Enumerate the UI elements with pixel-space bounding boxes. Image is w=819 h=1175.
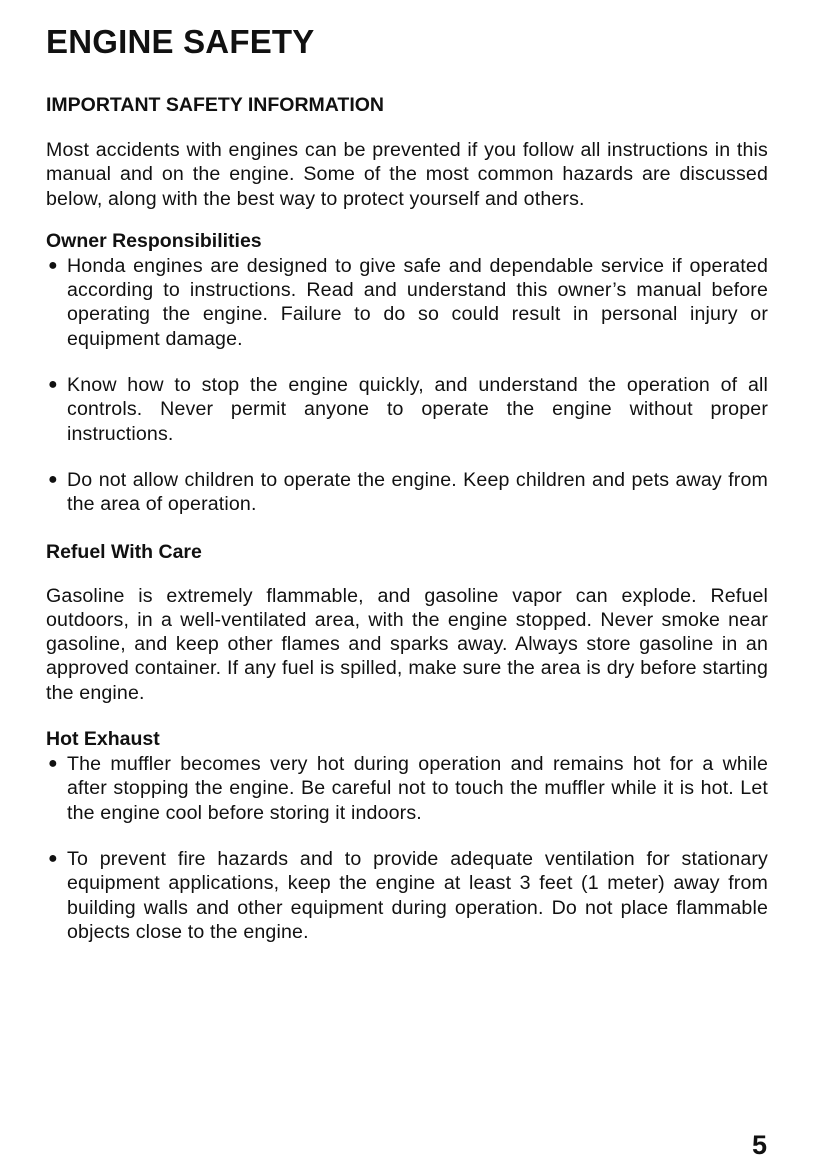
- list-item-text: Know how to stop the engine quickly, and understand the operation of all controls. Never permit anyone to operate the engine without proper instructions.: [67, 374, 768, 445]
- manual-page: [46, 22, 768, 944]
- bullet-icon: ●: [48, 470, 58, 488]
- bullet-icon: ●: [48, 256, 58, 274]
- list-item: [46, 847, 768, 944]
- bullet-icon: ●: [48, 849, 58, 867]
- owner-responsibilities-heading: Owner Responsibilities: [46, 229, 262, 252]
- owner-responsibilities-list: [46, 254, 768, 517]
- list-item-text: To prevent fire hazards and to provide adequate ventilation for stationary equipment applications, keep the engine at least 3 feet (1 meter) away from building walls and other equipment during operation. Do not place flammable objects close to the engine.: [67, 847, 768, 943]
- hot-exhaust-heading: Hot Exhaust: [46, 728, 160, 751]
- list-item-text: The muffler becomes very hot during operation and remains hot for a while after stopping the engine. Be careful not to touch the muffler while it is hot. Let the engine cool before storing it indoors.: [67, 753, 768, 824]
- list-item-text: Honda engines are designed to give safe and dependable service if operated according to instructions. Read and understand this owner’s manual before operating the engine. Failure to do so could result in personal injury or equipment damage.: [67, 254, 768, 350]
- list-item-text: Do not allow children to operate the engine. Keep children and pets away from the area of operation.: [67, 468, 768, 516]
- page-title: ENGINE SAFETY: [46, 23, 315, 60]
- page-number: 5: [751, 1130, 767, 1160]
- intro-paragraph: Most accidents with engines can be prevented if you follow all instructions in this manual and on the engine. Some of the most common hazards are discussed below, along with the best way to protect yourself and others.: [46, 139, 768, 210]
- section-subtitle: IMPORTANT SAFETY INFORMATION: [46, 94, 384, 116]
- hot-exhaust-list: [46, 752, 768, 944]
- bullet-icon: ●: [48, 376, 58, 394]
- list-item: [46, 752, 768, 825]
- list-item: [46, 373, 768, 446]
- list-item: [46, 468, 768, 517]
- bullet-icon: ●: [48, 755, 58, 773]
- list-item: [46, 254, 768, 351]
- refuel-paragraph: Gasoline is extremely flammable, and gasoline vapor can explode. Refuel outdoors, in a well-ventilated area, with the engine stopped. Never smoke near gasoline, and keep other flames and sparks away. Always store gasoline in an approved container. If any fuel is spilled, make sure the area is dry before starting the engine.: [46, 584, 768, 704]
- refuel-heading: Refuel With Care: [46, 540, 202, 563]
